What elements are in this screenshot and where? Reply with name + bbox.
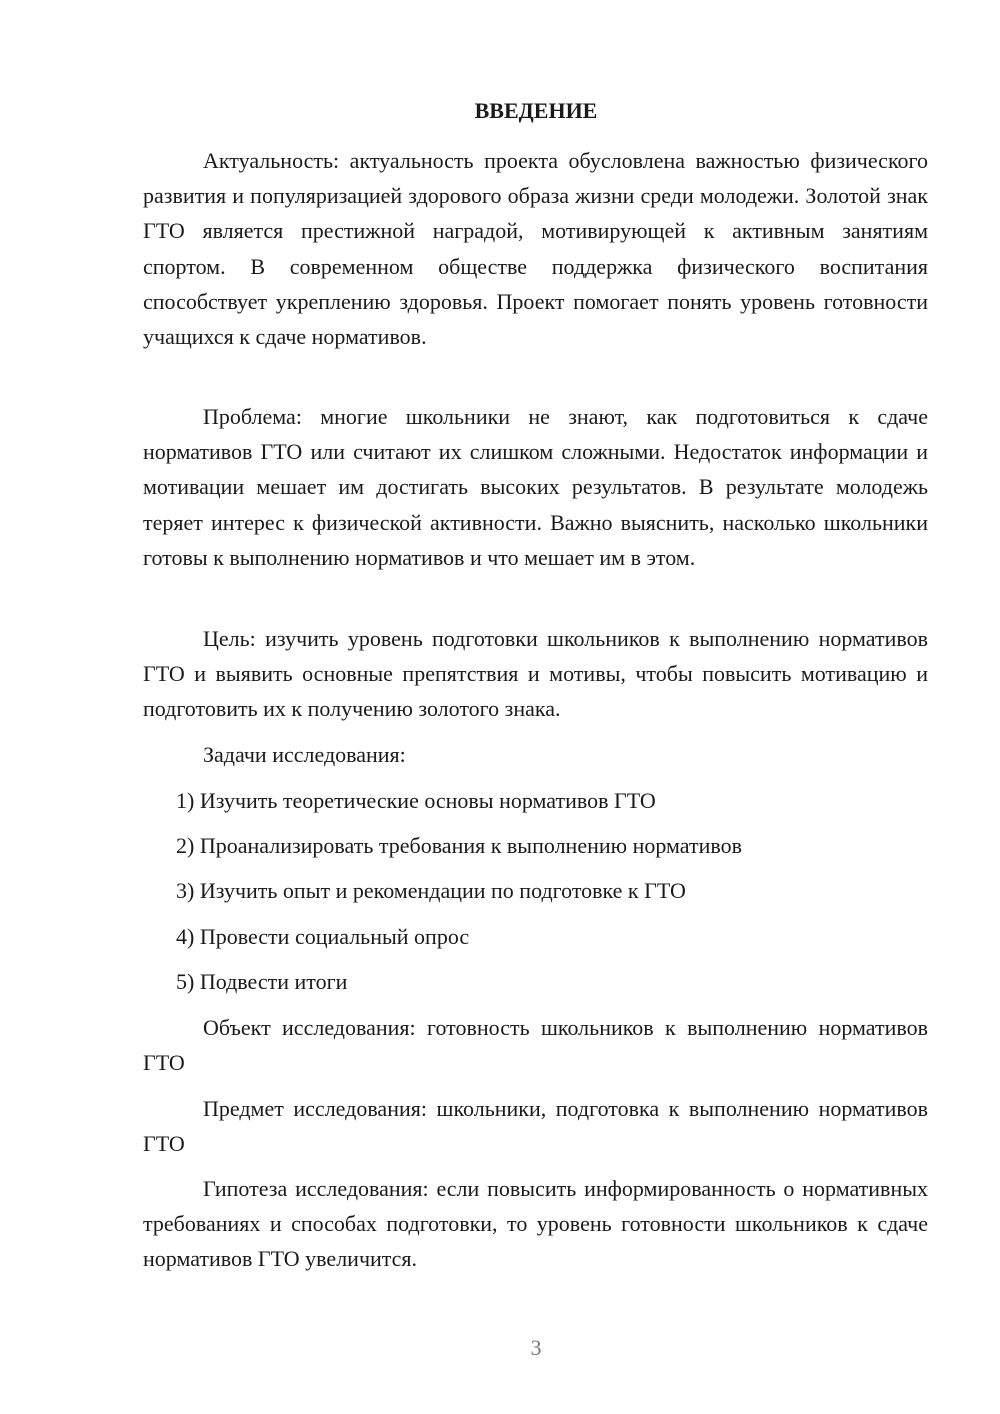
list-item: 2) Проанализировать требования к выполнению нормативов [176,833,742,858]
paragraph-relevance: Актуальность: актуальность проекта обусловлена важностью физического развития и популяризацией здорового образа жизни среди молодежи. Золотой знак ГТО является престижной наградой, мотивирующей к активным занятиям спортом. В современном обществе поддержка физического воспитания способствует укреплению здоровья. Проект помогает понять уровень готовности учащихся к сдаче нормативов. [143,148,928,350]
page-number: 3 [530,1335,542,1360]
list-item: 4) Провести социальный опрос [176,924,470,949]
list-item: 5) Подвести итоги [176,969,348,994]
paragraph-subject: Предмет исследования: школьники, подготовка к выполнению нормативов ГТО [143,1096,928,1157]
page-title: ВВЕДЕНИЕ [474,98,598,123]
list-item: 1) Изучить теоретические основы нормативов ГТО [176,788,656,813]
paragraph-problem: Проблема: многие школьники не знают, как подготовиться к сдаче нормативов ГТО или считают их слишком сложными. Недостаток информации и мотивации мешает им достигать высоких результатов. В результате молодежь теряет интерес к физической активности. Важно выяснить, насколько школьники готовы к выполнению нормативов и что мешает им в этом. [143,404,928,570]
paragraph-hypothesis: Гипотеза исследования: если повысить информированность о нормативных требованиях и способах подготовки, то уровень готовности школьников к сдаче нормативов ГТО увеличится. [143,1176,928,1272]
paragraph-object: Объект исследования: готовность школьников к выполнению нормативов ГТО [143,1015,928,1076]
paragraph-goal: Цель: изучить уровень подготовки школьников к выполнению нормативов ГТО и выявить основные препятствия и мотивы, чтобы повысить мотивацию и подготовить их к получению золотого знака. [143,626,928,722]
list-item: 3) Изучить опыт и рекомендации по подготовке к ГТО [176,878,686,903]
tasks-heading: Задачи исследования: [203,742,406,767]
